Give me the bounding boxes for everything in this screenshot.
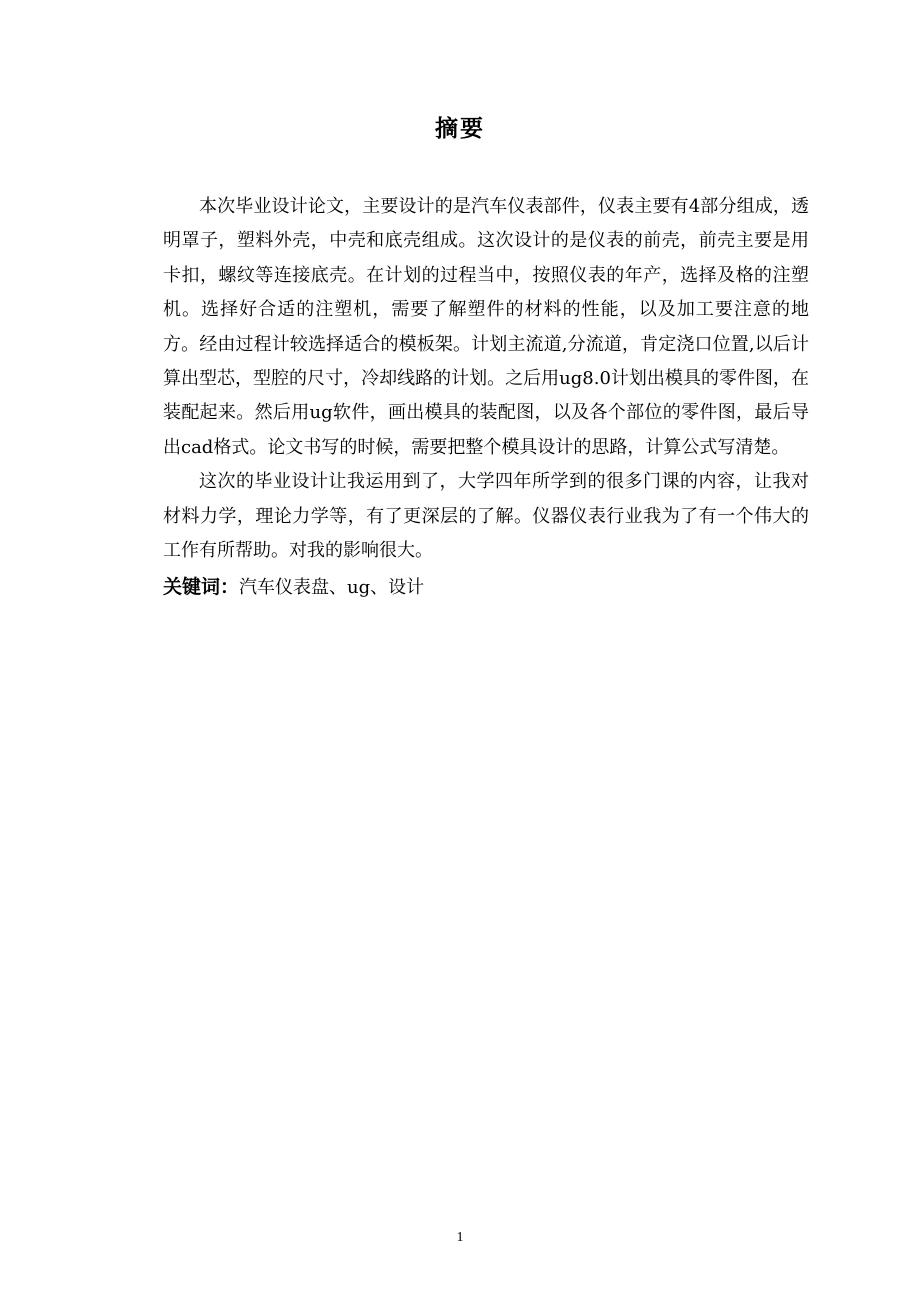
page-title: 摘要 bbox=[435, 116, 485, 142]
abstract-body bbox=[163, 190, 809, 605]
abstract-paragraph-2: 这次的毕业设计让我运用到了，大学四年所学到的很多门课的内容，让我对材料力学，理论力学等，有了更深层的了解。仪器仪表行业我为了有一个伟大的工作有所帮助。对我的影响很大。 bbox=[163, 471, 809, 562]
abstract-paragraph-1: 本次毕业设计论文，主要设计的是汽车仪表部件，仪表主要有4部分组成，透明罩子，塑料外壳，中壳和底壳组成。这次设计的是仪表的前壳，前壳主要是用卡扣，螺纹等连接底壳。在计划的过程当中，按照仪表的年产，选择及格的注塑机。选择好合适的注塑机，需要了解塑件的材料的性能，以及加工要注意的地方。经由过程计较选择适合的模板架。计划主流道,分流道，肯定浇口位置,以后计算出型芯，型腔的尺寸，冷却线路的计划。之后用ug8.0计划出模具的零件图，在装配起来。然后用ug软件，画出模具的装配图，以及各个部位的零件图，最后导出cad格式。论文书写的时候，需要把整个模具设计的思路，计算公式写清楚。 bbox=[163, 196, 809, 458]
page-number: 1 bbox=[456, 1230, 464, 1245]
keywords-label: 关键词： bbox=[163, 576, 240, 599]
keywords-text: 汽车仪表盘、ug、设计 bbox=[239, 577, 425, 599]
keywords-line bbox=[163, 570, 809, 605]
